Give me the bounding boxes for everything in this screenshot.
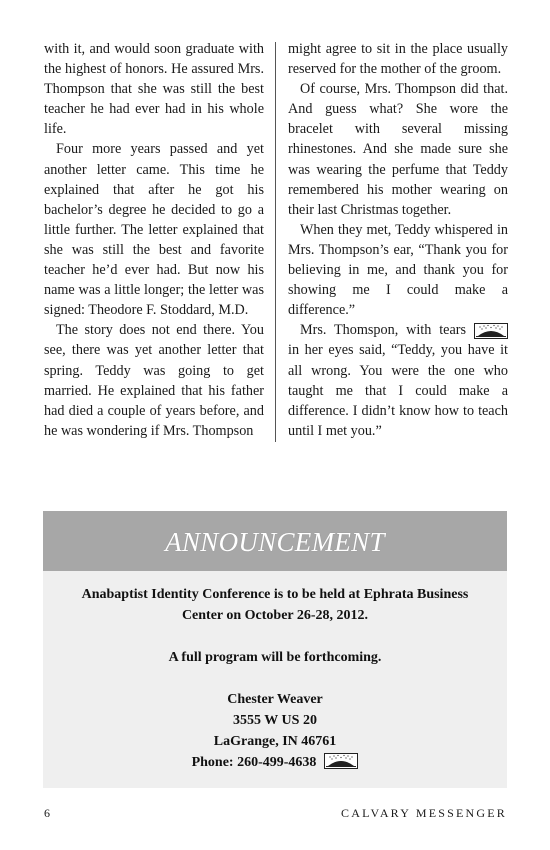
article-paragraph: might agree to sit in the place usually reserved for the mother of the groom. <box>288 41 508 78</box>
article-left-column <box>44 39 264 441</box>
announcement-line: A full program will be forthcoming. <box>168 650 382 665</box>
announcement-title: ANNOUNCEMENT <box>165 526 385 557</box>
announcement-box <box>43 511 507 788</box>
contact-street: 3555 W US 20 <box>233 713 317 728</box>
contact-name: Chester Weaver <box>227 692 323 707</box>
announcement-line: Center on October 26-28, 2012. <box>181 608 369 623</box>
sunrise-end-mark-icon <box>474 323 508 339</box>
page-number: 6 <box>44 806 50 820</box>
article-paragraph: with it, and would soon graduate with the highest of honors. He assured Mrs. Thompson that she was still the best teacher he had ever had in his whole life. <box>44 41 264 138</box>
announcement-body <box>43 571 507 773</box>
article-paragraph: The story does not end there. You see, there was yet another letter that spring. Teddy was going to get married. He explained that his father had died a couple of years before, and he was wondering if Mrs. Thompson <box>44 322 264 439</box>
sunrise-end-mark-icon <box>324 753 358 769</box>
announcement-header <box>43 511 507 571</box>
publication-name: CALVARY MESSENGER <box>341 806 507 820</box>
announcement-line: Anabaptist Identity Conference is to be held at Ephrata Business <box>81 587 469 602</box>
contact-city: LaGrange, IN 46761 <box>213 734 337 749</box>
article-paragraph: Four more years passed and yet another letter came. This time he explained that after he got his bachelor’s degree he decided to go a little further. The letter explained that she was still the best and favorite teacher he’d ever had. But now his name was a little longer; the letter was signed: Theodore F. Stoddard, M.D. <box>44 141 264 319</box>
article-right-column <box>288 39 508 441</box>
column-divider <box>275 42 276 442</box>
article-paragraph: When they met, Teddy whispered in Mrs. Thompson’s ear, “Thank you for believing in me, and thank you for showing me I could make a difference.” <box>288 221 508 319</box>
article-paragraph-text: Mrs. Thomspon, with tears in her eyes said, “Teddy, you have it all wrong. You were the one who taught me that I could make a difference. I didn’t know how to teach until I met you.” <box>288 322 508 439</box>
article-paragraph: Of course, Mrs. Thompson did that. And guess what? She wore the bracelet with several missing rhinestones. And she made sure she was wearing the perfume that Teddy remembered his mother wearing on their last Christmas together. <box>288 81 508 218</box>
contact-phone: Phone: 260-499-4638 <box>191 755 317 770</box>
article-paragraph <box>288 320 508 441</box>
